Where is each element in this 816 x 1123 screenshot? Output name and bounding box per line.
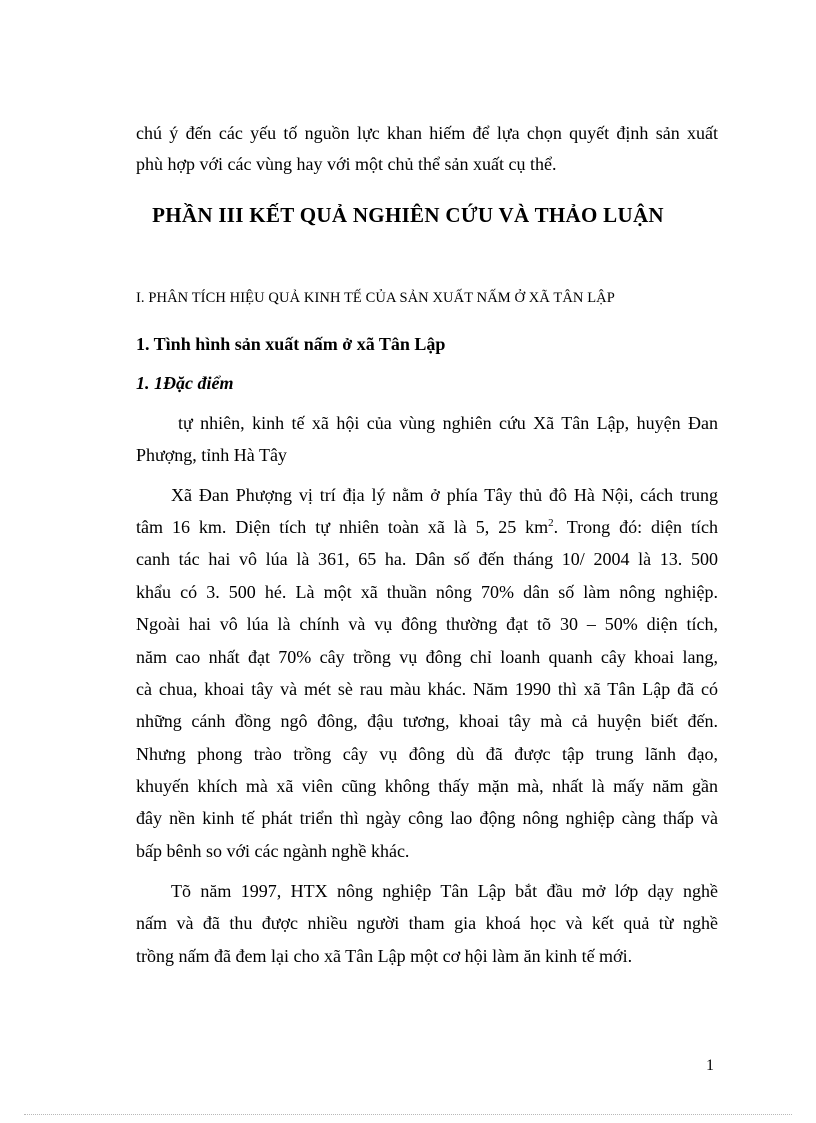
superscript-2: 2 xyxy=(548,517,554,529)
paragraph2-line-12: bấp bênh so với các ngành nghề khác. xyxy=(136,841,410,861)
paragraph2-line-3: canh tác hai vô lúa là 361, 65 ha. Dân số đến tháng 10/ 2004 là 13. 500 xyxy=(136,549,718,569)
subsection-heading: 1. Tình hình sản xuất nấm ở xã Tân Lập xyxy=(136,334,446,354)
paragraph3-line-1: Tõ năm 1997, HTX nông nghiệp Tân Lập bắt đầu mở lớp dạy nghề xyxy=(171,881,718,901)
paragraph2-line-5: Ngoài hai vô lúa là chính và vụ đông thường đạt tõ 30 – 50% diện tích, xyxy=(136,614,718,634)
paragraph2-line-10: khuyến khích mà xã viên cũng không thấy mặn mà, nhất là mấy năm gần xyxy=(136,776,718,796)
intro-line-1: chú ý đến các yếu tố nguồn lực khan hiếm để lựa chọn quyết định sản xuất xyxy=(136,123,718,143)
intro-line-2: phù hợp với các vùng hay với một chủ thể sản xuất cụ thể. xyxy=(136,154,557,174)
paragraph2-line-11: đây nền kinh tế phát triển thì ngày công lao động nông nghiệp càng thấp và xyxy=(136,808,718,828)
paragraph1-line-1: tự nhiên, kinh tế xã hội của vùng nghiên cứu Xã Tân Lập, huyện Đan xyxy=(178,413,718,433)
paragraph2-line-2-rest: . Trong đó: diện tích xyxy=(553,517,718,537)
part-heading: PHẦN III KẾT QUẢ NGHIÊN CỨU VÀ THẢO LUẬN xyxy=(152,203,664,227)
paragraph2-line-9: Nhưng phong trào trồng cây vụ đông dù đã được tập trung lãnh đạo, xyxy=(136,744,718,764)
paragraph3-line-3: trồng nấm đã đem lại cho xã Tân Lập một cơ hội làm ăn kinh tế mới. xyxy=(136,946,633,966)
subsubsection-heading: 1. 1Đặc điểm xyxy=(136,373,234,393)
footer-divider xyxy=(24,1114,792,1115)
paragraph2-line-1: Xã Đan Phượng vị trí địa lý nằm ở phía Tây thủ đô Hà Nội, cách trung xyxy=(171,485,718,505)
page-number: 1 xyxy=(706,1057,714,1074)
paragraph2-line-2 xyxy=(136,515,718,539)
paragraph2-line-4: khẩu có 3. 500 hé. Là một xã thuần nông 70% dân số làm nông nghiệp. xyxy=(136,582,718,602)
paragraph1-line-2: Phượng, tỉnh Hà Tây xyxy=(136,445,287,465)
paragraph2-line-6: năm cao nhất đạt 70% cây trồng vụ đông chỉ loanh quanh cây khoai lang, xyxy=(136,647,718,667)
paragraph2-line-2-text: tâm 16 km. Diện tích tự nhiên toàn xã là 5, 25 km xyxy=(136,517,549,537)
section-heading: I. PHÂN TÍCH HIỆU QUẢ KINH TẾ CỦA SẢN XUẤT NẤM Ở XÃ TÂN LẬP xyxy=(136,290,615,306)
paragraph3-line-2: nấm và đã thu được nhiều người tham gia khoá học và kết quả từ nghề xyxy=(136,913,718,933)
paragraph2-line-7: cà chua, khoai tây và mét sè rau màu khác. Năm 1990 thì xã Tân Lập đã có xyxy=(136,679,718,699)
paragraph2-line-8: những cánh đồng ngô đông, đậu tương, khoai tây mà cả huyện biết đến. xyxy=(136,711,718,731)
